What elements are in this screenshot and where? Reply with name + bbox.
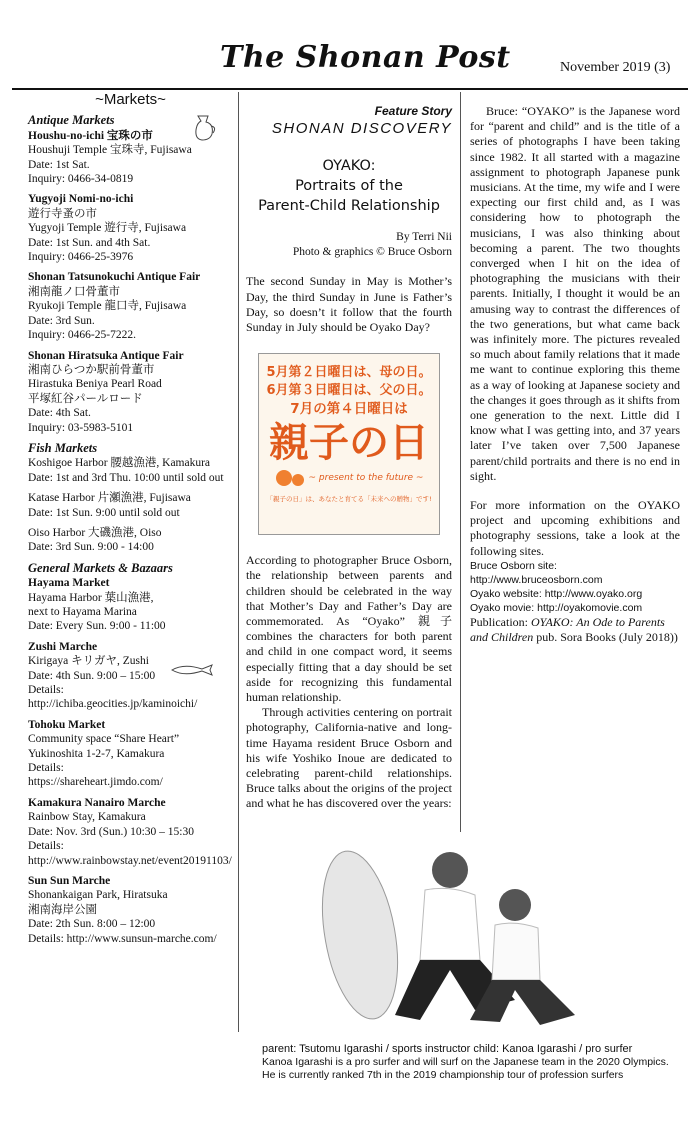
- market-detail: Shonankaigan Park, Hiratsuka: [28, 889, 168, 902]
- market-entry: [28, 270, 233, 342]
- market-detail: Inquiry: 0466-34-0819: [28, 173, 134, 186]
- market-detail: 湘南ひらつか駅前骨董市: [28, 363, 155, 376]
- market-detail: Date: 2th Sun. 8:00 – 12:00: [28, 918, 156, 931]
- market-detail: 平塚紅谷パールロード: [28, 392, 143, 405]
- market-name: Sun Sun Marche: [28, 874, 111, 887]
- market-detail: Hayama Harbor 葉山漁港,: [28, 591, 154, 604]
- market-name: Shonan Hiratsuka Antique Fair: [28, 349, 184, 362]
- market-detail[interactable]: http://ichiba.geocities.jp/kaminoichi/: [28, 698, 198, 711]
- paragraph-3: Bruce: “OYAKO” is the Japanese word for “parent and child” and is the title of a series of photographs I have been taking since 1982. It all started with a magazine assignment to photograph Japanese punk musicians. At the time, my wife and I were expecting our first child and, as I was considering how to photograph the musicians, I was also thinking about becoming a parent. The two thoughts converged when I hit on the idea of photographing the musicians with their parents. Initially, I thought it would be an amusing way to contrast the differences of the two generations, but what came back was infinitely more. The pictures revealed so much about family relations that it made me want to continue exploring this theme as a way of looking at Japanese society and the changes it goes through as it shifts from one generation to the next. Little did I know what I was getting into, and 37 years later I’ve taken over 7,500 Japanese parent/child portraits and there is no end in sight.: [470, 104, 680, 483]
- link-oyako-website[interactable]: Oyako website: http://www.oyako.org: [470, 587, 643, 600]
- market-detail: Date: 4th Sat.: [28, 407, 91, 420]
- market-detail: 湘南龍ノ口骨董市: [28, 285, 120, 298]
- article-title: [246, 156, 452, 216]
- markets-list: [28, 113, 233, 946]
- market-detail: Date: Nov. 3rd (Sun.) 10:30 – 15:30: [28, 825, 194, 838]
- paragraph-1: According to photographer Bruce Osborn, the relationship between parents and children should be celebrated in the way that Mother’s Day and Father’s Day are commemorated. As “Oyako” 親子 combines the characters for both parent and child in one compact word, it seems especially fitting that a day should be set aside for recognizing this fundamental human relationship.: [246, 553, 452, 705]
- market-detail: 遊行寺蚤の市: [28, 207, 97, 220]
- market-detail: Inquiry: 0466-25-3976: [28, 251, 134, 264]
- poster-note: 「親子の日」は、あなたと育てる「未来への贈物」です!: [266, 495, 432, 504]
- market-entry: [28, 796, 233, 868]
- issue-date: November 2019 (3): [560, 60, 671, 75]
- market-name: Zushi Marche: [28, 640, 98, 653]
- market-detail: Details: http://www.sunsun-marche.com/: [28, 932, 217, 945]
- links-block: [470, 559, 680, 615]
- market-detail: Rainbow Stay, Kamakura: [28, 811, 146, 824]
- market-detail: Date: 1st and 3rd Thu. 10:00 until sold out: [28, 471, 224, 484]
- photo-credit: Photo & graphics © Bruce Osborn: [292, 246, 452, 259]
- market-detail: Inquiry: 0466-25-7222.: [28, 329, 136, 342]
- market-name: Houshu-no-ichi 宝珠の市: [28, 129, 153, 142]
- market-detail: Hirastuka Beniya Pearl Road: [28, 378, 162, 391]
- link-bruce-site[interactable]: http://www.bruceosborn.com: [470, 573, 603, 586]
- publication: [470, 615, 680, 645]
- market-entry: [28, 456, 233, 485]
- market-detail: Details:: [28, 684, 64, 697]
- masthead-title: The Shonan Post: [220, 40, 511, 75]
- paragraph-2: Through activities centering on portrait photography, California-native and long-time Hayama resident Bruce Osborn and his wife Yoshiko Inoue are dedicated to celebrating parent-child relationships. Bruce talks about the origins of the project and what he has discovered over the years:: [246, 705, 452, 811]
- parent-child-photo: [300, 840, 620, 1030]
- market-detail: Inquiry: 03-5983-5101: [28, 421, 134, 434]
- market-name: Yugyoji Nomi-no-ichi: [28, 193, 134, 206]
- market-name: Hayama Market: [28, 577, 110, 590]
- poster-line-2: 6月第３日曜日は、父の日。: [266, 383, 432, 399]
- link-label-bruce: Bruce Osborn site:: [470, 559, 557, 572]
- title-line-3: Parent-Child Relationship: [258, 198, 440, 215]
- market-entry: [28, 526, 233, 555]
- market-entry: [28, 576, 233, 634]
- market-entry: [28, 640, 233, 712]
- market-detail: Date: 1st Sun. 9:00 until sold out: [28, 506, 180, 519]
- market-detail: Ryukoji Temple 龍口寺, Fujisawa: [28, 300, 187, 313]
- market-section-title: Fish Markets: [28, 440, 98, 455]
- poster-big-text: 親子の日: [269, 420, 429, 467]
- poster-line-1: 5月第２日曜日は、母の日。: [266, 365, 432, 381]
- market-detail: Koshigoe Harbor 腰越漁港, Kamakura: [28, 457, 211, 470]
- market-name: Kamakura Nanairo Marche: [28, 796, 166, 809]
- market-entry: [28, 491, 233, 520]
- feature-column-middle: [246, 104, 452, 812]
- feature-column-right: [470, 104, 680, 645]
- markets-column: [28, 93, 233, 952]
- market-detail: Yukinoshita 1-2-7, Kamakura: [28, 747, 165, 760]
- market-detail[interactable]: https://shareheart.jimdo.com/: [28, 776, 163, 789]
- market-name: Shonan Tatsunokuchi Antique Fair: [28, 271, 201, 284]
- header-rule: [12, 88, 688, 90]
- feature-kicker: Feature Story: [374, 104, 452, 118]
- market-entry: [28, 349, 233, 435]
- market-detail: Date: 3rd Sun. 9:00 - 14:00: [28, 541, 154, 554]
- link-oyako-movie[interactable]: Oyako movie: http://oyakomovie.com: [470, 601, 643, 614]
- market-detail: Oiso Harbor 大磯漁港, Oiso: [28, 526, 162, 539]
- market-detail: Community space “Share Heart”: [28, 733, 180, 746]
- poster-tagline: ~ present to the future ~: [308, 472, 424, 483]
- market-entry: [28, 192, 233, 264]
- publication-title: OYAKO: An Ode to Parents and Children: [470, 614, 665, 644]
- caption-description: Kanoa Igarashi is a pro surfer and will surf on the Japanese team in the 2020 Olympics. He is currently ranked 7th in the 2019 championship tour of profession surfers: [262, 1056, 669, 1081]
- markets-heading: ~Markets~: [95, 91, 166, 108]
- market-entry: [28, 874, 233, 946]
- market-detail: Details:: [28, 840, 64, 853]
- market-detail: Details:: [28, 762, 64, 775]
- market-detail: Date: Every Sun. 9:00 - 11:00: [28, 620, 166, 633]
- intro-paragraph: The second Sunday in May is Mother’s Day, the third Sunday in June is Father’s Day, so doesn’t it follow that the fourth Sunday in July should be Oyako Day?: [246, 274, 452, 335]
- author: By Terri Nii: [396, 231, 452, 244]
- publication-label: Publication:: [470, 614, 528, 629]
- market-entry: [28, 718, 233, 790]
- market-section-title: Antique Markets: [28, 113, 115, 128]
- market-detail: Date: 1st Sat.: [28, 158, 90, 171]
- market-detail: 湘南海岸公園: [28, 903, 97, 916]
- caption-names: parent: Tsutomu Igarashi / sports instructor child: Kanoa Igarashi / pro surfer: [262, 1043, 633, 1055]
- market-detail: Date: 3rd Sun.: [28, 314, 95, 327]
- title-line-1: OYAKO:: [322, 158, 376, 175]
- market-detail: Houshuji Temple 宝珠寺, Fujisawa: [28, 144, 192, 157]
- market-entry: [28, 129, 233, 187]
- column-divider-right: [460, 92, 461, 832]
- market-detail: Date: 1st Sun. and 4th Sat.: [28, 236, 151, 249]
- market-name: Tohoku Market: [28, 718, 106, 731]
- photo-caption: [262, 1043, 682, 1082]
- paragraph-4: For more information on the OYAKO project and upcoming exhibitions and photography sessions, take a look at the following sites.: [470, 498, 680, 558]
- market-detail: next to Hayama Marina: [28, 606, 137, 618]
- byline: [246, 230, 452, 260]
- market-detail: Kirigaya キリガヤ, Zushi: [28, 655, 149, 668]
- market-detail[interactable]: http://www.rainbowstay.net/event20191103/: [28, 854, 232, 867]
- column-divider-left: [238, 92, 239, 1032]
- publication-details: pub. Sora Books (July 2018)): [536, 629, 678, 644]
- poster-line-3: 7月の第４日曜日は: [290, 401, 408, 418]
- market-detail: Katase Harbor 片瀬漁港, Fujisawa: [28, 492, 191, 505]
- market-section-title: General Markets & Bazaars: [28, 560, 173, 575]
- market-detail: Yugyoji Temple 遊行寺, Fujisawa: [28, 222, 187, 235]
- feature-section: SHONAN DISCOVERY: [271, 120, 452, 138]
- market-detail: Date: 4th Sun. 9:00 – 15:00: [28, 669, 156, 682]
- poster-mascot-icon: [259, 468, 439, 488]
- title-line-2: Portraits of the: [295, 178, 403, 195]
- oyako-day-poster: [258, 353, 440, 535]
